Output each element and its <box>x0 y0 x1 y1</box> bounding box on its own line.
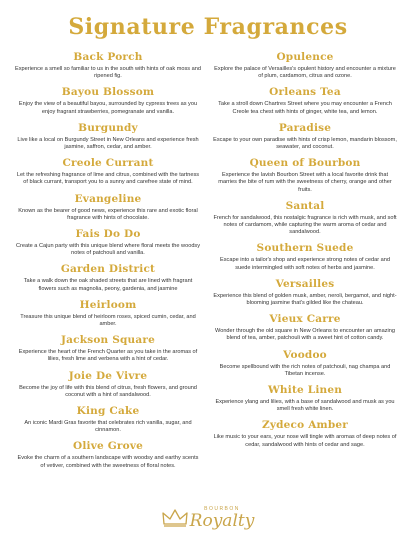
fragrance-name: Creole Currant <box>62 157 154 170</box>
fragrance-item <box>15 370 201 399</box>
fragrance-item <box>212 242 398 271</box>
fragrance-description: Experience ylang and lilies, with a base of sandalwood and musk as you smell fresh white linen. <box>215 399 395 413</box>
fragrance-name: Burgundy <box>78 121 138 134</box>
fragrance-name: Opulence <box>276 51 334 63</box>
fragrance-item <box>212 157 398 194</box>
fragrance-item <box>212 349 398 378</box>
fragrance-item <box>15 299 201 328</box>
fragrance-name: Heirloom <box>79 298 137 311</box>
fragrance-description: Become the joy of life with this blend of citrus, fresh flowers, and ground coconut with a hint of sandalwood. <box>19 384 197 398</box>
fragrance-item <box>212 51 398 80</box>
crown-icon <box>162 508 188 528</box>
fragrance-item <box>15 263 201 292</box>
fragrance-item <box>15 157 201 186</box>
fragrance-name: Back Porch <box>73 51 143 63</box>
fragrance-description: Treasure this unique blend of heirloom roses, spiced cumin, cedar, and amber. <box>20 313 196 328</box>
fragrance-description: Wonder through the old square in New Orleans to encounter an amazing blend of tea, amber, patchouli with a sweet hint of cotton candy. <box>215 328 395 342</box>
fragrance-description: Known as the bearer of good news, experience this rare and exotic floral fragrance with hints of chocolate. <box>18 207 198 221</box>
footer <box>0 500 416 536</box>
fragrance-item <box>15 334 201 363</box>
fragrance-description: Escape into a tailor's shop and experience strong notes of cedar and suede intermingled with soft notes of herbs and jasmine. <box>220 257 390 271</box>
fragrance-item <box>15 228 201 257</box>
fragrance-name: Santal <box>285 199 325 212</box>
fragrance-description: Like music to your ears, your nose will tingle with aromas of deep notes of cedar, sandalwood with hints of cedar and sage. <box>213 434 397 448</box>
fragrance-name: Paradise <box>278 121 332 134</box>
fragrance-item <box>212 200 398 237</box>
fragrance-item <box>212 122 398 151</box>
fragrance-description: French for sandalwood, this nostalgic fragrance is rich with musk, and soft notes of cardamom, while capturing the warm aroma of cedar and sandalwood. <box>213 214 397 236</box>
fragrance-name: Olive Grove <box>72 440 144 453</box>
fragrance-name: Voodoo <box>283 348 327 361</box>
fragrance-name: King Cake <box>76 405 140 418</box>
fragrance-name: Zydeco Amber <box>261 419 349 432</box>
fragrance-item <box>15 86 201 115</box>
fragrance-description: Create a Cajun party with this unique blend where floral meets the woodsy notes of patchouli and vanilla. <box>15 243 201 257</box>
fragrance-description: Enjoy the view of a beautiful bayou, surrounded by cypress trees as you enjoy fragrant strawberries, pomegranate and vanilla. <box>18 101 198 115</box>
fragrance-item <box>15 122 201 151</box>
page-title: Signature Fragrances <box>68 14 348 40</box>
fragrance-item <box>15 193 201 222</box>
fragrance-name: Evangeline <box>74 192 142 205</box>
brand-wordmark <box>190 506 255 530</box>
fragrance-item <box>212 86 398 115</box>
fragrance-name: Jackson Square <box>60 334 156 347</box>
fragrance-item <box>212 278 398 307</box>
fragrance-name: Southern Suede <box>256 242 354 255</box>
fragrance-description: Become spellbound with the rich notes of patchouli, nag champa and Tibetan incense. <box>219 363 391 377</box>
fragrance-item <box>212 313 398 342</box>
fragrance-description: Experience the lavish Bourbon Street with a local favorite drink that marries the bite of rum with the sweetness of cherry, orange and other fruits. <box>218 172 392 193</box>
fragrance-item <box>15 51 201 80</box>
fragrance-name: Vieux Carre <box>269 313 341 326</box>
fragrance-description: Experience this blend of golden musk, amber, neroli, bergamot, and night-blooming jasmine that's gilded like the chateau. <box>213 292 397 307</box>
fragrance-item <box>212 384 398 413</box>
fragrance-name: Garden District <box>60 263 156 276</box>
fragrance-name: Bayou Blossom <box>61 86 155 99</box>
fragrance-item <box>212 419 398 448</box>
fragrance-description: Experience the heart of the French Quarter as you take in the aromas of lilies, fresh lime and verbena with a hint of cedar. <box>18 349 198 363</box>
fragrance-name: Versailles <box>275 277 335 290</box>
fragrance-description: Evoke the charm of a southern landscape with woodsy and earthy scents of vetiver, combined with the sweetness of floral notes. <box>17 455 199 469</box>
fragrance-description: Explore the palace of Versailles's opulent history and encounter a mixture of plum, cardamom, citrus and ozone. <box>214 66 396 80</box>
fragrance-name: Orleans Tea <box>269 86 341 99</box>
fragrance-description: Let the refreshing fragrance of lime and citrus, combined with the tartness of black currant, transport you to a sunny and carefree state of mind. <box>16 172 200 186</box>
fragrance-description: Take a stroll down Chartres Street where you may encounter a French Creole tea chest with hints of ginger, white tea, and lemon. <box>218 101 392 115</box>
brand-name: Royalty <box>189 511 255 531</box>
left-column <box>15 51 201 476</box>
right-column <box>212 51 398 455</box>
fragrance-item <box>15 440 201 469</box>
fragrance-name: White Linen <box>267 384 343 397</box>
fragrance-name: Queen of Bourbon <box>249 157 361 170</box>
brand-logo <box>162 506 255 530</box>
fragrance-description: Take a walk down the oak shaded streets that are lined with fragrant flowers such as magnolia, peony, gardenia, and jasmine <box>23 278 193 292</box>
fragrance-item <box>15 405 201 434</box>
fragrance-name: Joie De Vivre <box>68 369 148 382</box>
fragrance-description: Live like a local on Burgundy Street in New Orleans and experience fresh jasmine, saffron, cedar, and amber. <box>17 136 199 151</box>
fragrance-description: Escape to your own paradise with hints of crisp lemon, mandarin blossom, seawater, and coconut. <box>213 136 397 151</box>
brand-small-text: BOURBON <box>204 506 240 512</box>
fragrance-description: Experience a smell so familiar to us in the south with hints of oak moss and ripened fig. <box>15 66 201 80</box>
fragrance-description: An iconic Mardi Gras favorite that celebrates rich vanilla, sugar, and cinnamon. <box>24 420 192 434</box>
fragrance-name: Fais Do Do <box>75 228 141 241</box>
